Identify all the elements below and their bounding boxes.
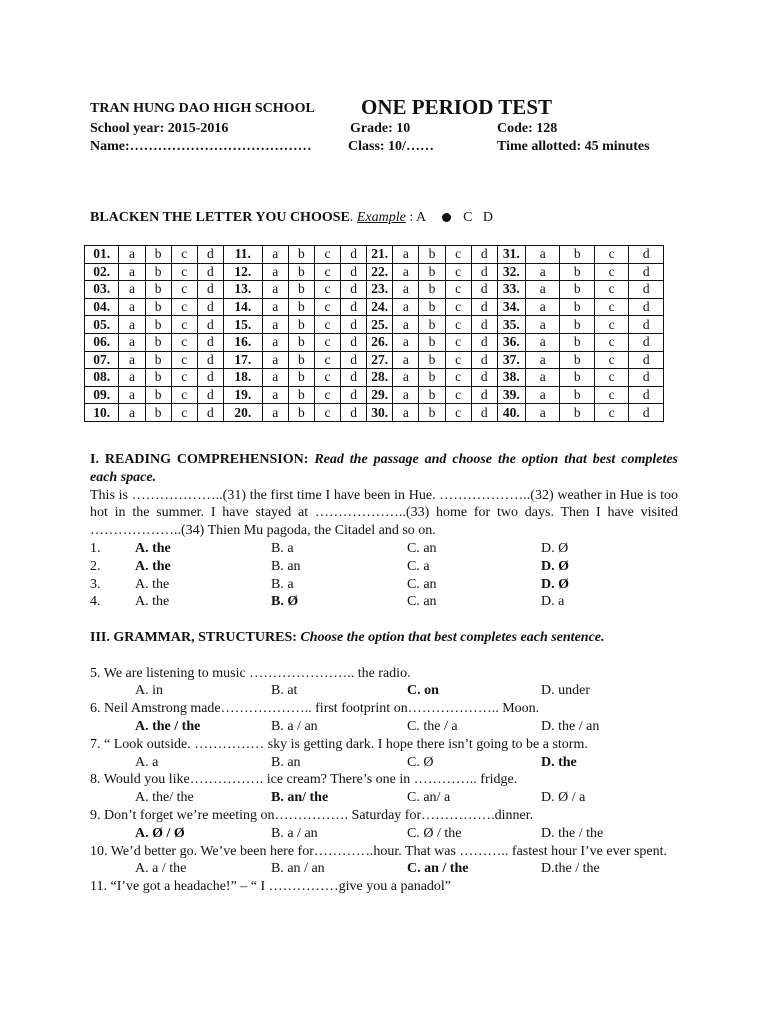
option-d[interactable]: D. the — [541, 754, 577, 770]
grid-row — [85, 351, 664, 369]
answer-bubble-a[interactable]: a — [119, 351, 145, 369]
answer-bubble-a[interactable]: a — [262, 386, 288, 404]
answer-bubble-c[interactable]: c — [314, 263, 340, 281]
answer-bubble-c[interactable]: c — [314, 281, 340, 299]
student-name-field: Name:………………………………… — [90, 139, 312, 154]
answer-bubble-b[interactable]: b — [419, 351, 445, 369]
answer-bubble-a[interactable]: a — [119, 369, 145, 387]
answer-bubble-a[interactable]: a — [525, 404, 559, 422]
answer-bubble-a[interactable]: a — [525, 316, 559, 334]
answer-bubble-a[interactable]: a — [393, 246, 419, 264]
answer-bubble-d[interactable]: d — [629, 298, 664, 316]
question-number: 08. — [85, 369, 119, 387]
option-c[interactable]: C. an — [407, 594, 437, 610]
answer-bubble-b[interactable]: b — [288, 316, 314, 334]
question-number: 26. — [367, 333, 393, 351]
answer-bubble-b[interactable]: b — [145, 298, 171, 316]
answer-bubble-b[interactable]: b — [288, 404, 314, 422]
option-b[interactable]: B. an — [271, 754, 301, 770]
answer-bubble-d[interactable]: d — [197, 263, 223, 281]
options-row — [90, 576, 678, 594]
grid-row — [85, 369, 664, 387]
answer-bubble-b[interactable]: b — [419, 333, 445, 351]
question-number: 25. — [367, 316, 393, 334]
answer-bubble-c[interactable]: c — [445, 333, 471, 351]
answer-bubble-c[interactable]: c — [445, 369, 471, 387]
option-b[interactable]: B. Ø — [271, 594, 299, 610]
option-b[interactable]: B. an / an — [271, 861, 325, 877]
reading-instruction: Read the passage and choose the option that best completes each space. — [90, 452, 678, 485]
question-number: 12. — [223, 263, 262, 281]
question-number: 29. — [367, 386, 393, 404]
option-b[interactable]: B. a / an — [271, 718, 318, 734]
answer-bubble-b[interactable]: b — [560, 263, 594, 281]
answer-bubble-d[interactable]: d — [471, 369, 497, 387]
question-number: 17. — [223, 351, 262, 369]
answer-bubble-d[interactable]: d — [197, 281, 223, 299]
option-c[interactable]: C. an — [407, 540, 437, 556]
option-c[interactable]: C. on — [407, 683, 439, 699]
question-number: 27. — [367, 351, 393, 369]
answer-bubble-b[interactable]: b — [560, 281, 594, 299]
answer-bubble-a[interactable]: a — [393, 298, 419, 316]
answer-bubble-b[interactable]: b — [288, 386, 314, 404]
answer-bubble-c[interactable]: c — [594, 316, 628, 334]
example-c: C — [463, 210, 473, 225]
answer-bubble-b[interactable]: b — [560, 333, 594, 351]
answer-bubble-c[interactable]: c — [314, 404, 340, 422]
answer-bubble-b[interactable]: b — [560, 298, 594, 316]
question-number: 16. — [223, 333, 262, 351]
answer-bubble-d[interactable]: d — [629, 369, 664, 387]
options-row — [90, 558, 678, 576]
answer-bubble-a[interactable]: a — [119, 281, 145, 299]
answer-bubble-c[interactable]: c — [171, 263, 197, 281]
grid-row — [85, 298, 664, 316]
option-a[interactable]: A. the — [135, 558, 171, 574]
answer-bubble-b[interactable]: b — [145, 281, 171, 299]
question-text: 7. “ Look outside. …………… sky is getting dark. I hope there isn’t going to be a storm. — [90, 736, 588, 752]
answer-bubble-c[interactable]: c — [171, 369, 197, 387]
question-number: 2. — [90, 558, 101, 574]
answer-bubble-b[interactable]: b — [288, 281, 314, 299]
answer-bubble-d[interactable]: d — [471, 404, 497, 422]
answer-bubble-c[interactable]: c — [171, 386, 197, 404]
answer-bubble-c[interactable]: c — [445, 246, 471, 264]
option-d[interactable]: D. Ø — [541, 540, 569, 556]
reading-section — [90, 451, 678, 611]
answer-bubble-a[interactable]: a — [393, 404, 419, 422]
answer-bubble-b[interactable]: b — [288, 263, 314, 281]
answer-bubble-b[interactable]: b — [145, 404, 171, 422]
answer-bubble-c[interactable]: c — [594, 263, 628, 281]
answer-bubble-d[interactable]: d — [197, 298, 223, 316]
question-number: 02. — [85, 263, 119, 281]
answer-bubble-c[interactable]: c — [314, 298, 340, 316]
question-text: 9. Don’t forget we’re meeting on……………. Saturday for…………….dinner. — [90, 807, 534, 823]
option-c[interactable]: C. an / the — [407, 861, 469, 877]
answer-bubble-b[interactable]: b — [145, 316, 171, 334]
question-number: 10. — [85, 404, 119, 422]
answer-bubble-c[interactable]: c — [445, 263, 471, 281]
options-row — [90, 682, 678, 700]
answer-bubble-d[interactable]: d — [629, 333, 664, 351]
school-year: School year: 2015-2016 — [90, 121, 229, 136]
answer-bubble-c[interactable]: c — [594, 298, 628, 316]
example-label: Example — [356, 210, 406, 225]
question-number: 11. — [223, 246, 262, 264]
question-number: 13. — [223, 281, 262, 299]
option-a[interactable]: A. the — [135, 576, 170, 592]
question-number: 31. — [497, 246, 525, 264]
answer-bubble-c[interactable]: c — [314, 386, 340, 404]
answer-sheet-grid — [84, 245, 664, 422]
options-row — [90, 825, 678, 843]
test-title: ONE PERIOD TEST — [361, 95, 552, 119]
answer-bubble-d[interactable]: d — [341, 263, 367, 281]
grammar-title: III. GRAMMAR, STRUCTURES: — [90, 630, 297, 645]
grid-row — [85, 386, 664, 404]
answer-bubble-b[interactable]: b — [145, 351, 171, 369]
options-row — [90, 860, 678, 878]
answer-bubble-a[interactable]: a — [119, 246, 145, 264]
answer-bubble-b[interactable]: b — [145, 369, 171, 387]
answer-bubble-d[interactable]: d — [197, 316, 223, 334]
option-a[interactable]: A. a / the — [135, 861, 187, 877]
answer-bubble-a[interactable]: a — [262, 246, 288, 264]
answer-bubble-b[interactable]: b — [288, 369, 314, 387]
answer-bubble-d[interactable]: d — [471, 316, 497, 334]
question-text: 6. Neil Amstrong made……………….. first footprint on……………….. Moon. — [90, 701, 540, 717]
school-name: TRAN HUNG DAO HIGH SCHOOL — [90, 101, 315, 116]
answer-bubble-b[interactable]: b — [288, 246, 314, 264]
question-number: 32. — [497, 263, 525, 281]
answer-bubble-d[interactable]: d — [341, 404, 367, 422]
answer-bubble-c[interactable]: c — [594, 246, 628, 264]
answer-bubble-c[interactable]: c — [594, 404, 628, 422]
question-number: 05. — [85, 316, 119, 334]
answer-bubble-a[interactable]: a — [393, 316, 419, 334]
answer-bubble-c[interactable]: c — [445, 386, 471, 404]
answer-bubble-d[interactable]: d — [629, 263, 664, 281]
option-d[interactable]: D. Ø / a — [541, 790, 586, 806]
answer-bubble-c[interactable]: c — [445, 281, 471, 299]
grid-row — [85, 404, 664, 422]
answer-bubble-d[interactable]: d — [197, 246, 223, 264]
option-a[interactable]: A. in — [135, 683, 163, 699]
option-b[interactable]: B. a / an — [271, 825, 318, 841]
question-number: 24. — [367, 298, 393, 316]
answer-bubble-d[interactable]: d — [341, 281, 367, 299]
example-d: D — [482, 210, 494, 225]
answer-bubble-d[interactable]: d — [629, 281, 664, 299]
example-a: A — [415, 210, 427, 225]
grammar-section — [90, 629, 678, 896]
option-c[interactable]: C. Ø / the — [407, 825, 462, 841]
question-number: 03. — [85, 281, 119, 299]
question-number: 4. — [90, 594, 101, 610]
option-c[interactable]: C. an/ a — [407, 790, 451, 806]
question-number: 22. — [367, 263, 393, 281]
option-a[interactable]: A. the/ the — [135, 790, 194, 806]
answer-bubble-c[interactable]: c — [171, 404, 197, 422]
answer-bubble-b[interactable]: b — [419, 298, 445, 316]
class-field: Class: 10/…… — [348, 139, 434, 154]
answer-bubble-b[interactable]: b — [419, 386, 445, 404]
option-a[interactable]: A. a — [135, 754, 159, 770]
answer-bubble-d[interactable]: d — [341, 316, 367, 334]
answer-bubble-d[interactable]: d — [471, 386, 497, 404]
answer-bubble-d[interactable]: d — [197, 333, 223, 351]
option-d[interactable]: D. a — [541, 594, 565, 610]
answer-bubble-d[interactable]: d — [197, 386, 223, 404]
answer-bubble-a[interactable]: a — [525, 246, 559, 264]
answer-bubble-d[interactable]: d — [341, 351, 367, 369]
answer-bubble-c[interactable]: c — [594, 386, 628, 404]
question-number: 28. — [367, 369, 393, 387]
options-row — [90, 718, 678, 736]
question-number: 1. — [90, 540, 101, 556]
options-row — [90, 754, 678, 772]
grammar-questions — [90, 665, 678, 879]
grade: Grade: 10 — [350, 121, 411, 136]
answer-bubble-c[interactable]: c — [171, 351, 197, 369]
reading-heading — [90, 451, 678, 487]
question-number: 30. — [367, 404, 393, 422]
answer-bubble-a[interactable]: a — [262, 351, 288, 369]
option-a[interactable]: A. the — [135, 594, 170, 610]
answer-bubble-a[interactable]: a — [525, 281, 559, 299]
answer-bubble-c[interactable]: c — [594, 281, 628, 299]
filled-bubble-icon — [442, 213, 451, 222]
answer-bubble-c[interactable]: c — [314, 333, 340, 351]
answer-bubble-c[interactable]: c — [171, 316, 197, 334]
answer-bubble-d[interactable]: d — [629, 404, 664, 422]
answer-bubble-a[interactable]: a — [262, 404, 288, 422]
answer-bubble-a[interactable]: a — [393, 351, 419, 369]
answer-bubble-b[interactable]: b — [145, 246, 171, 264]
answer-bubble-b[interactable]: b — [560, 386, 594, 404]
question-number: 37. — [497, 351, 525, 369]
answer-bubble-d[interactable]: d — [629, 386, 664, 404]
answer-bubble-d[interactable]: d — [341, 333, 367, 351]
answer-bubble-d[interactable]: d — [341, 386, 367, 404]
answer-bubble-b[interactable]: b — [560, 351, 594, 369]
answer-bubble-d[interactable]: d — [471, 263, 497, 281]
answer-bubble-a[interactable]: a — [262, 316, 288, 334]
answer-bubble-c[interactable]: c — [445, 298, 471, 316]
option-c[interactable]: C. a — [407, 558, 430, 574]
answer-bubble-b[interactable]: b — [560, 316, 594, 334]
option-b[interactable]: B. a — [271, 576, 294, 592]
answer-bubble-a[interactable]: a — [262, 281, 288, 299]
answer-bubble-c[interactable]: c — [171, 246, 197, 264]
answer-bubble-a[interactable]: a — [393, 369, 419, 387]
answer-bubble-c[interactable]: c — [445, 316, 471, 334]
answer-bubble-c[interactable]: c — [171, 333, 197, 351]
reading-questions — [90, 540, 678, 611]
options-row — [90, 789, 678, 807]
answer-bubble-c[interactable]: c — [594, 351, 628, 369]
question-number: 18. — [223, 369, 262, 387]
answer-bubble-b[interactable]: b — [419, 404, 445, 422]
options-row — [90, 540, 678, 558]
question-number: 15. — [223, 316, 262, 334]
answer-bubble-a[interactable]: a — [393, 333, 419, 351]
reading-passage: This is ………………..(31) the first time I have been in Hue. ………………..(32) weather in Hue is too hot in the summer. I have stayed at ………………..(33) home for two days. Then I have visited ………………..(34) Thien Mu pagoda, the Citadel and so on. — [90, 487, 678, 539]
answer-bubble-a[interactable]: a — [119, 316, 145, 334]
answer-bubble-a[interactable]: a — [119, 404, 145, 422]
answer-bubble-d[interactable]: d — [197, 369, 223, 387]
answer-bubble-b[interactable]: b — [145, 263, 171, 281]
options-row — [90, 593, 678, 611]
reading-title: I. READING COMPREHENSION: — [90, 452, 309, 467]
question-number: 21. — [367, 246, 393, 264]
answer-bubble-a[interactable]: a — [262, 369, 288, 387]
question-number: 06. — [85, 333, 119, 351]
answer-bubble-d[interactable]: d — [197, 351, 223, 369]
answer-bubble-a[interactable]: a — [119, 298, 145, 316]
answer-bubble-b[interactable]: b — [419, 369, 445, 387]
option-c[interactable]: C. Ø — [407, 754, 434, 770]
option-b[interactable]: B. a — [271, 540, 294, 556]
question-number: 14. — [223, 298, 262, 316]
question-number: 23. — [367, 281, 393, 299]
grammar-instruction: Choose the option that best completes each sentence. — [300, 630, 605, 645]
option-b[interactable]: B. an — [271, 558, 301, 574]
question-number: 38. — [497, 369, 525, 387]
answer-bubble-c[interactable]: c — [314, 316, 340, 334]
question-number: 09. — [85, 386, 119, 404]
answer-bubble-b[interactable]: b — [419, 281, 445, 299]
answer-bubble-b[interactable]: b — [145, 386, 171, 404]
question-number: 36. — [497, 333, 525, 351]
question-number: 3. — [90, 576, 101, 592]
option-a[interactable]: A. the / the — [135, 718, 201, 734]
answer-bubble-a[interactable]: a — [262, 263, 288, 281]
time-allotted: Time allotted: 45 minutes — [497, 139, 650, 154]
answer-bubble-b[interactable]: b — [560, 369, 594, 387]
answer-bubble-a[interactable]: a — [262, 298, 288, 316]
answer-bubble-d[interactable]: d — [629, 316, 664, 334]
answer-bubble-c[interactable]: c — [171, 281, 197, 299]
test-code: Code: 128 — [497, 121, 558, 136]
option-a[interactable]: A. Ø / Ø — [135, 825, 185, 841]
answer-bubble-c[interactable]: c — [594, 333, 628, 351]
question-number: 40. — [497, 404, 525, 422]
answer-bubble-c[interactable]: c — [445, 404, 471, 422]
question-text: 10. We’d better go. We’ve been here for………….hour. That was ……….. fastest hour I’ve ever spent. — [90, 843, 668, 859]
grid-row — [85, 281, 664, 299]
option-d[interactable]: D. the / an — [541, 718, 600, 734]
answer-bubble-b[interactable]: b — [288, 351, 314, 369]
answer-bubble-d[interactable]: d — [197, 404, 223, 422]
answer-bubble-b[interactable]: b — [560, 246, 594, 264]
answer-bubble-c[interactable]: c — [314, 351, 340, 369]
question-number: 20. — [223, 404, 262, 422]
answer-bubble-a[interactable]: a — [393, 263, 419, 281]
answer-bubble-b[interactable]: b — [419, 246, 445, 264]
answer-bubble-b[interactable]: b — [288, 333, 314, 351]
answer-bubble-d[interactable]: d — [341, 246, 367, 264]
option-c[interactable]: C. an — [407, 576, 437, 592]
answer-bubble-b[interactable]: b — [288, 298, 314, 316]
answer-bubble-a[interactable]: a — [119, 263, 145, 281]
question-number: 19. — [223, 386, 262, 404]
grid-row — [85, 263, 664, 281]
option-d[interactable]: D. Ø — [541, 576, 569, 592]
answer-bubble-a[interactable]: a — [525, 351, 559, 369]
answer-bubble-b[interactable]: b — [419, 316, 445, 334]
answer-bubble-a[interactable]: a — [525, 298, 559, 316]
answer-bubble-c[interactable]: c — [314, 246, 340, 264]
grammar-heading — [90, 629, 678, 647]
answer-bubble-a[interactable]: a — [525, 333, 559, 351]
answer-bubble-d[interactable]: d — [341, 369, 367, 387]
option-a[interactable]: A. the — [135, 540, 171, 556]
answer-bubble-d[interactable]: d — [629, 246, 664, 264]
grid-row — [85, 316, 664, 334]
question-number: 33. — [497, 281, 525, 299]
answer-bubble-c[interactable]: c — [171, 298, 197, 316]
option-d[interactable]: D. the / the — [541, 825, 604, 841]
grid-row — [85, 333, 664, 351]
answer-bubble-d[interactable]: d — [341, 298, 367, 316]
option-b[interactable]: B. at — [271, 683, 298, 699]
answer-bubble-d[interactable]: d — [471, 333, 497, 351]
answer-bubble-b[interactable]: b — [560, 404, 594, 422]
answer-bubble-c[interactable]: c — [445, 351, 471, 369]
option-d[interactable]: D.the / the — [541, 861, 600, 877]
question-number: 39. — [497, 386, 525, 404]
answer-bubble-a[interactable]: a — [119, 386, 145, 404]
answer-bubble-a[interactable]: a — [525, 369, 559, 387]
answer-bubble-b[interactable]: b — [145, 333, 171, 351]
question-number: 34. — [497, 298, 525, 316]
blacken-instruction: BLACKEN THE LETTER YOU CHOOSE. Example : A C D — [90, 210, 494, 225]
answer-bubble-a[interactable]: a — [393, 281, 419, 299]
answer-bubble-a[interactable]: a — [119, 333, 145, 351]
option-c[interactable]: C. the / a — [407, 718, 458, 734]
answer-bubble-a[interactable]: a — [525, 386, 559, 404]
answer-bubble-a[interactable]: a — [262, 333, 288, 351]
instruction-text: BLACKEN THE LETTER YOU CHOOSE — [90, 210, 350, 225]
question-text: 8. Would you like……………. ice cream? There’s one in ………….. fridge. — [90, 772, 518, 788]
answer-bubble-b[interactable]: b — [419, 263, 445, 281]
grid-row — [85, 246, 664, 264]
question-number: 07. — [85, 351, 119, 369]
answer-bubble-a[interactable]: a — [525, 263, 559, 281]
answer-bubble-c[interactable]: c — [314, 369, 340, 387]
answer-bubble-c[interactable]: c — [594, 369, 628, 387]
answer-bubble-a[interactable]: a — [393, 386, 419, 404]
answer-bubble-d[interactable]: d — [471, 351, 497, 369]
question-11: 11. “I’ve got a headache!” – “ I ……………give you a panadol” — [90, 879, 452, 895]
answer-bubble-d[interactable]: d — [471, 298, 497, 316]
answer-bubble-d[interactable]: d — [471, 246, 497, 264]
option-d[interactable]: D. Ø — [541, 558, 569, 574]
question-number: 04. — [85, 298, 119, 316]
question-text: 5. We are listening to music ………………….. the radio. — [90, 665, 411, 681]
question-number: 01. — [85, 246, 119, 264]
answer-bubble-d[interactable]: d — [471, 281, 497, 299]
option-b[interactable]: B. an/ the — [271, 790, 329, 806]
option-d[interactable]: D. under — [541, 683, 590, 699]
question-number: 35. — [497, 316, 525, 334]
answer-bubble-d[interactable]: d — [629, 351, 664, 369]
